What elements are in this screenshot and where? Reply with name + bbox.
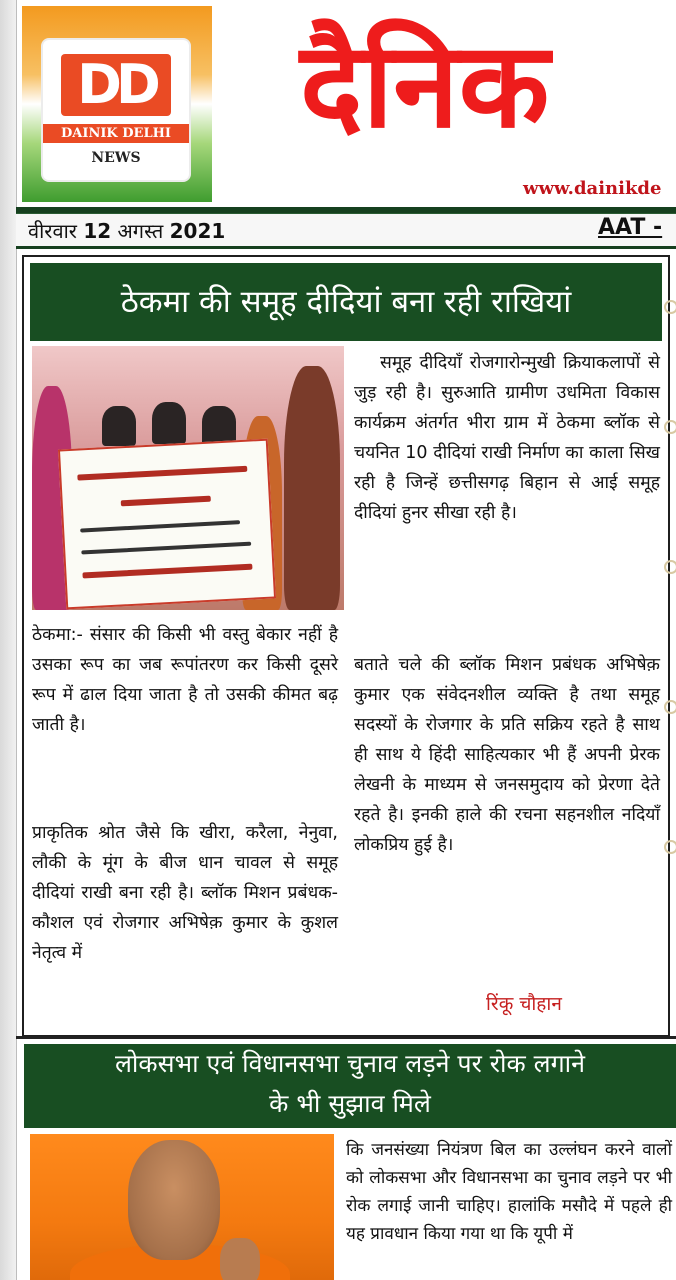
photo-person — [284, 366, 340, 610]
logo-box — [22, 6, 212, 202]
headline-line: लोकसभा एवं विधानसभा चुनाव लड़ने पर रोक लगाने — [114, 1049, 585, 1078]
page-edge — [0, 0, 17, 1280]
photo-hand — [220, 1238, 260, 1280]
photo-banner — [58, 439, 276, 610]
site-url: www.dainikde — [523, 178, 662, 199]
article-paragraph: ठेकमा:- संसार की किसी भी वस्तु बेकार नहीं है उसका रूप का जब रूपांतरण कर किसी दूसरे रूप में ढाल दिया जाता है तो उसकी कीमत बढ़ जाती है। — [32, 625, 338, 735]
issue-date-num: 12 — [83, 219, 112, 243]
masthead-title: दैनिक — [300, 16, 550, 154]
article-photo — [32, 346, 344, 610]
headline-line: के भी सुझाव मिले — [269, 1089, 431, 1118]
logo-card — [43, 40, 189, 180]
banner-text-line — [82, 564, 252, 579]
banner-text-line — [77, 466, 247, 481]
banner-text-line — [81, 542, 251, 555]
article-paragraph: कि जनसंख्या नियंत्रण बिल का उल्लंघन करने वालों को लोकसभा और विधानसभा का चुनाव लड़ने पर भी रोक लगाई जानी चाहिए। हालांकि मसौदे में पहले ही यह प्रावधान किया गया था कि यूपी में — [346, 1140, 672, 1244]
article-paragraph: समूह दीदियाँ रोजगारोन्मुखी क्रियाकलापों से जुड़ रही है। सुरुआति ग्रामीण उधमिता विकास कार्यक्रम अंतर्गत भीरा ग्राम में ठेकमा ब्लॉक से चयनित 10 दीदियां राखी निर्माण का काला सिख रही है जिन्हें छत्तीसगढ़ बिहान से आई समूह दीदियां हुनर सीखा रही है। — [354, 353, 660, 523]
photo-face — [128, 1140, 220, 1260]
article-headline — [24, 1044, 676, 1128]
photo-person — [152, 402, 186, 444]
banner-text-line — [121, 496, 211, 507]
article-byline: रिंकू चौहान — [486, 993, 562, 1015]
logo-sub: NEWS — [91, 150, 141, 166]
article-photo — [30, 1134, 334, 1280]
border-ornament — [664, 300, 676, 314]
border-ornament — [664, 840, 676, 854]
banner-text-line — [80, 520, 240, 532]
border-ornament — [664, 700, 676, 714]
issue-day: वीरवार — [28, 219, 77, 243]
issue-year: 2021 — [169, 219, 226, 243]
photo-person — [102, 406, 136, 446]
article-headline: ठेकमा की समूह दीदियां बना रही राखियां — [120, 284, 572, 320]
logo-mark: DD — [61, 54, 171, 116]
article-paragraph: बताते चले की ब्लॉक मिशन प्रबंधक अभिषेक़ कुमार एक संवेदनशील व्यक्ति है तथा समूह सदस्यों के रोजगार के प्रति सक्रिय रहते है साथ ही साथ ये हिंदी साहित्यकार भी हैं अपनी प्रेरक लेखनी के माध्यम से जनसमुदाय को प्रेरणा देते रहते है। इनकी हाले की रचना सहनशील नदियाँ लोकप्रिय हुई है। — [354, 655, 660, 855]
issue-date — [28, 217, 225, 244]
issue-month: अगस्त — [117, 219, 164, 243]
section-divider — [16, 1036, 676, 1039]
border-ornament — [664, 560, 676, 574]
article-paragraph: प्राकृतिक श्रोत जैसे कि खीरा, करैला, नेनुवा, लौकी के मूंग के बीज धान चावल से समूह दीदियां राखी बना रही है। ब्लॉक मिशन प्रबंधक- कौशल एवं रोजगार अभिषेक़ कुमार के कुशल नेतृत्व में — [32, 823, 338, 963]
border-ornament — [664, 420, 676, 434]
edition-label: AAT - — [598, 215, 663, 240]
logo-title: DAINIK DELHI — [43, 124, 189, 143]
